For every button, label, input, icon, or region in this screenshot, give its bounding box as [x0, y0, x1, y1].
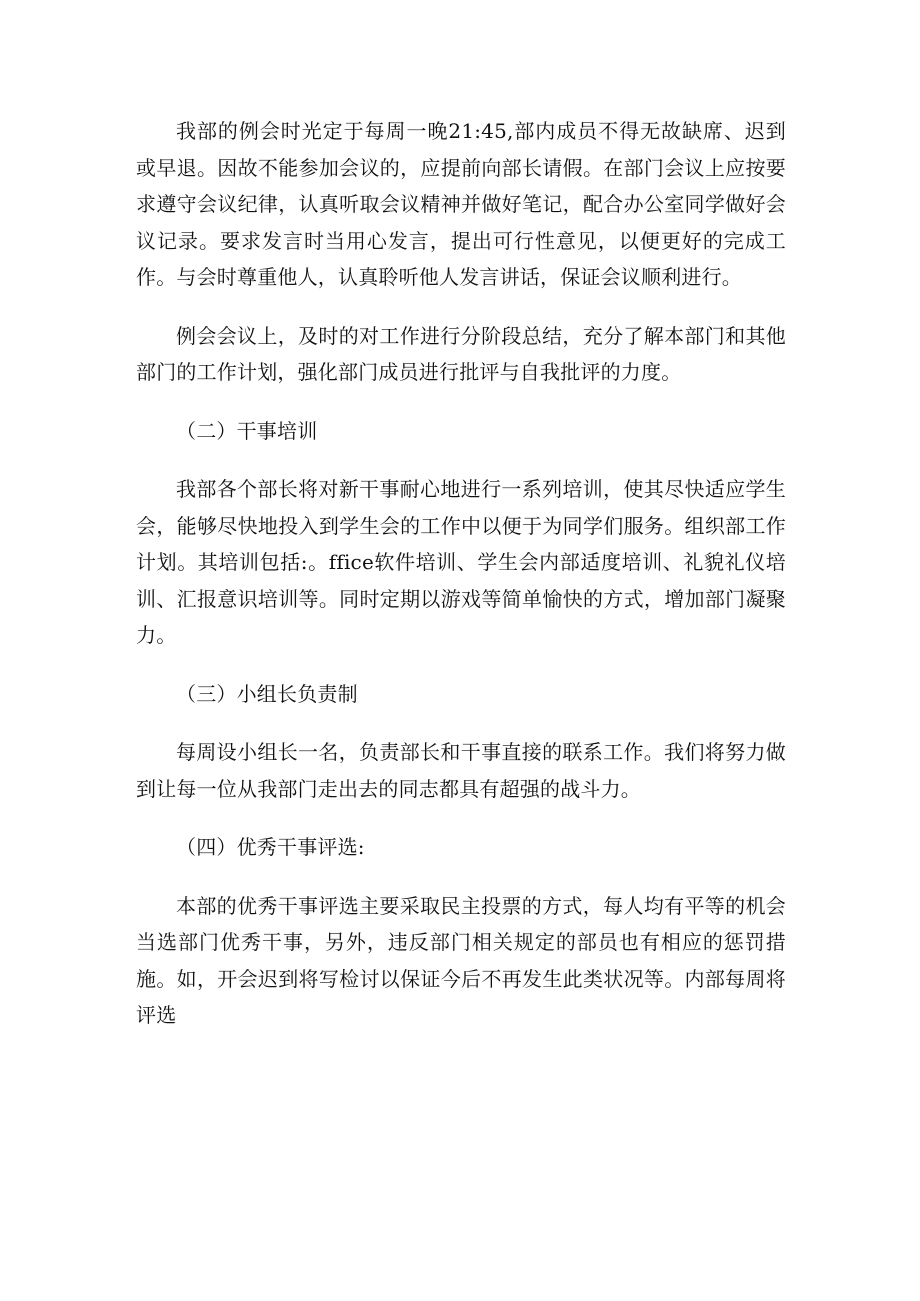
paragraph-excellent-staff: 本部的优秀干事评选主要采取民主投票的方式，每人均有平等的机会当选部门优秀干事，另外，违反部门相关规定的部员也有相应的惩罚措施。如，开会迟到将写检讨以保证今后不再发生此类状况等。内部每周将评选: [136, 893, 786, 1027]
section-heading-group-leader: （三）小组长负责制: [176, 681, 358, 706]
paragraph-meeting-rules: 我部的例会时光定于每周一晚21:45,部内成员不得无故缺席、迟到或早退。因故不能参加会议的，应提前向部长请假。在部门会议上应按要求遵守会议纪律，认真听取会议精神并做好笔记，配合办公室同学做好会议记录。要求发言时当用心发言，提出可行性意见，以便更好的完成工作。与会时尊重他人，认真聆听他人发言讲话，保证会议顺利进行。: [136, 119, 786, 289]
paragraph-meeting-summary: 例会会议上，及时的对工作进行分阶段总结，充分了解本部门和其他部门的工作计划，强化部门成员进行批评与自我批评的力度。: [136, 323, 786, 384]
document-body: [136, 113, 786, 1034]
paragraph-group-leader: 每周设小组长一名，负责部长和干事直接的联系工作。我们将努力做到让每一位从我部门走出去的同志都具有超强的战斗力。: [136, 740, 786, 801]
section-heading-training: （二）干事培训: [176, 418, 318, 443]
section-heading-excellent-staff: （四）优秀干事评选:: [176, 835, 365, 859]
paragraph-training: 我部各个部长将对新干事耐心地进行一系列培训，使其尽快适应学生会，能够尽快地投入到学生会的工作中以便于为同学们服务。组织部工作计划。其培训包括:。ffice软件培训、学生会内部适度培训、礼貌礼仪培训、汇报意识培训等。同时定期以游戏等简单愉快的方式，增加部门凝聚力。: [136, 477, 786, 647]
